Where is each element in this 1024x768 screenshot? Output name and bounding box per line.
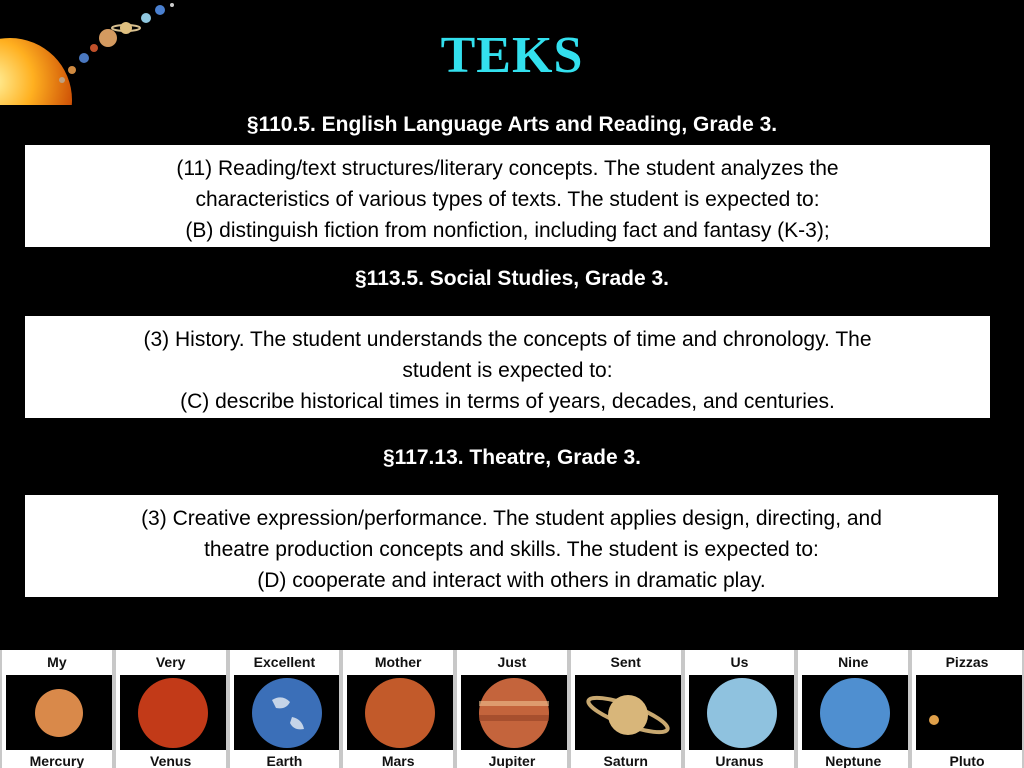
standard-text-line: (3) History. The student understands the concepts of time and chronology. The: [143, 328, 872, 351]
planet-name: Pluto: [949, 753, 985, 768]
venus-icon: [120, 675, 226, 750]
standard-box-ela: [25, 145, 990, 247]
mercury-icon: [6, 675, 112, 750]
planet-tile-uranus: [683, 650, 797, 768]
mnemonic-word: Sent: [610, 654, 641, 670]
standard-text-line: (B) distinguish fiction from nonfiction, including fact and fantasy (K-3);: [185, 219, 830, 242]
planet-name: Saturn: [603, 753, 648, 768]
mars-icon: [347, 675, 453, 750]
page-title: TEKS: [440, 27, 584, 84]
uranus-icon: [689, 675, 795, 750]
planet-tile-pluto: [910, 650, 1024, 768]
standard-text-line: (C) describe historical times in terms of years, decades, and centuries.: [180, 390, 835, 413]
planet-tile-jupiter: [455, 650, 569, 768]
standard-text-line: (3) Creative expression/performance. The student applies design, directing, and: [141, 507, 882, 530]
mnemonic-word: My: [47, 654, 67, 670]
planet-mnemonic-strip: [0, 650, 1024, 768]
section-heading-theatre: §117.13. Theatre, Grade 3.: [383, 446, 641, 469]
standard-text-line: student is expected to:: [402, 359, 613, 382]
standard-text-line: theatre production concepts and skills. The student is expected to:: [204, 538, 819, 561]
neptune-icon: [802, 675, 908, 750]
planet-tile-mercury: [0, 650, 114, 768]
standard-text-line: (D) cooperate and interact with others in dramatic play.: [257, 569, 766, 592]
mnemonic-word: Just: [497, 654, 527, 670]
jupiter-icon: [461, 675, 567, 750]
planet-name: Uranus: [715, 753, 764, 768]
mnemonic-word: Nine: [838, 654, 869, 670]
planet-name: Neptune: [825, 753, 882, 768]
section-heading-social-studies: §113.5. Social Studies, Grade 3.: [355, 267, 669, 290]
planet-name: Venus: [150, 753, 192, 768]
mnemonic-word: Us: [730, 654, 749, 670]
standard-box-theatre: [25, 495, 998, 597]
planet-name: Jupiter: [488, 753, 536, 768]
mnemonic-word: Mother: [374, 654, 422, 670]
planet-tile-venus: [114, 650, 228, 768]
saturn-icon: [575, 675, 681, 750]
planet-tile-mars: [341, 650, 455, 768]
planet-name: Mars: [381, 753, 415, 768]
mnemonic-word: Very: [155, 654, 186, 670]
mnemonic-word: Pizzas: [945, 654, 989, 670]
planet-name: Earth: [266, 753, 303, 768]
standard-text-line: (11) Reading/text structures/literary concepts. The student analyzes the: [176, 157, 839, 180]
mnemonic-word: Excellent: [253, 654, 316, 670]
planet-tile-earth: [228, 650, 342, 768]
earth-icon: [234, 675, 340, 750]
planet-tile-neptune: [796, 650, 910, 768]
standard-box-social-studies: [25, 316, 990, 418]
planet-name: Mercury: [29, 753, 85, 768]
pluto-icon: [916, 675, 1022, 750]
planet-tile-saturn: [569, 650, 683, 768]
section-heading-ela: §110.5. English Language Arts and Reading, Grade 3.: [246, 113, 778, 136]
standard-text-line: characteristics of various types of texts. The student is expected to:: [195, 188, 820, 211]
